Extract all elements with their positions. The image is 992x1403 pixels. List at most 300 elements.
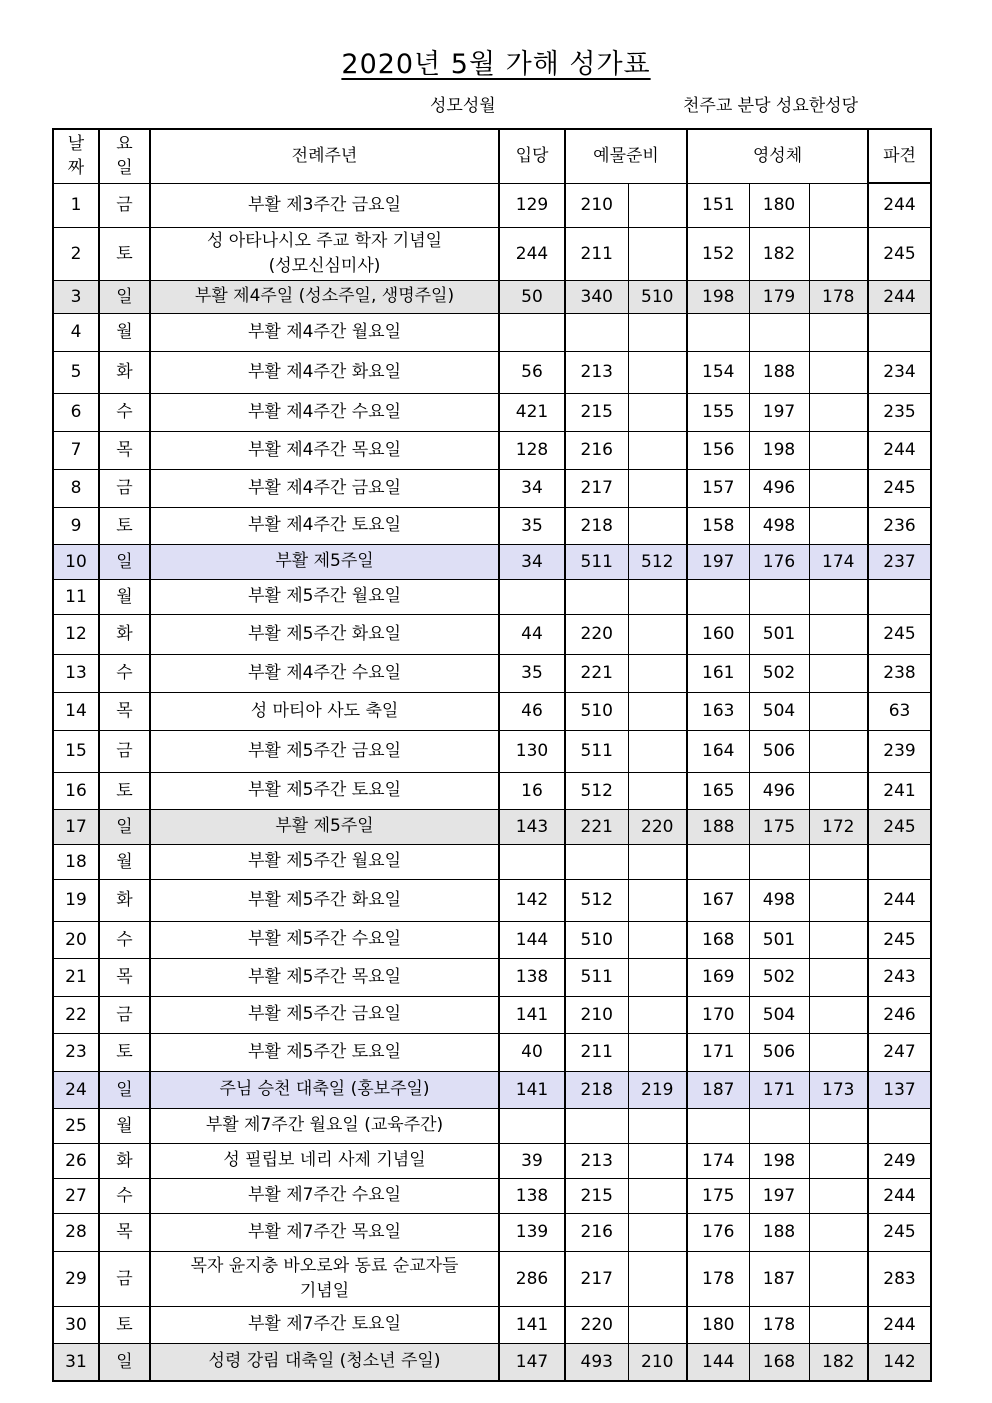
cell-communion-1: 155 xyxy=(687,393,749,431)
cell-weekday: 화 xyxy=(99,351,150,393)
liturgical-name-line1: 부활 제5주일 xyxy=(275,816,374,836)
cell-communion-2: 504 xyxy=(749,692,809,730)
cell-recessional: 244 xyxy=(868,879,931,921)
cell-communion-1: 178 xyxy=(687,1251,749,1306)
cell-communion-1: 165 xyxy=(687,772,749,809)
header-day xyxy=(53,129,99,183)
liturgical-name-line1: 부활 제5주간 화요일 xyxy=(248,623,401,644)
cell-communion-3 xyxy=(809,1213,868,1251)
cell-day: 14 xyxy=(53,692,99,730)
cell-offertory-2 xyxy=(628,1251,687,1306)
table-row xyxy=(53,313,931,351)
cell-offertory-1: 512 xyxy=(565,772,628,809)
cell-communion-3 xyxy=(809,844,868,879)
cell-liturgical-name xyxy=(150,730,499,772)
cell-recessional: 244 xyxy=(868,1306,931,1343)
cell-weekday: 토 xyxy=(99,772,150,809)
cell-entrance: 44 xyxy=(499,614,565,654)
cell-communion-2: 506 xyxy=(749,1033,809,1071)
cell-recessional xyxy=(868,579,931,614)
liturgical-name-line1: 부활 제4주간 목요일 xyxy=(248,439,401,460)
cell-offertory-2 xyxy=(628,958,687,996)
table-row xyxy=(53,1071,931,1108)
cell-communion-1: 144 xyxy=(687,1343,749,1381)
table-row xyxy=(53,544,931,579)
cell-communion-3 xyxy=(809,507,868,544)
cell-communion-3 xyxy=(809,1143,868,1178)
header-weekday-line2: 일 xyxy=(116,158,133,179)
cell-communion-3 xyxy=(809,431,868,469)
cell-liturgical-name xyxy=(150,544,499,579)
cell-day: 18 xyxy=(53,844,99,879)
cell-offertory-1: 213 xyxy=(565,1143,628,1178)
cell-communion-1 xyxy=(687,1108,749,1143)
cell-communion-3 xyxy=(809,183,868,227)
cell-communion-3 xyxy=(809,772,868,809)
cell-communion-2: 176 xyxy=(749,544,809,579)
liturgical-name-line1: 성령 강림 대축일 (청소년 주일) xyxy=(208,1351,441,1372)
cell-entrance: 142 xyxy=(499,879,565,921)
cell-entrance: 129 xyxy=(499,183,565,227)
table-row xyxy=(53,958,931,996)
cell-offertory-1: 216 xyxy=(565,431,628,469)
cell-day: 10 xyxy=(53,544,99,579)
liturgical-name-line1: 부활 제5주간 월요일 xyxy=(248,586,401,606)
cell-offertory-2 xyxy=(628,692,687,730)
cell-communion-3 xyxy=(809,1178,868,1213)
liturgical-name-line1: 부활 제5주간 화요일 xyxy=(248,889,401,910)
cell-day: 12 xyxy=(53,614,99,654)
cell-liturgical-name xyxy=(150,469,499,507)
liturgical-name-line1: 부활 제5주일 xyxy=(275,551,374,571)
hymn-table xyxy=(52,128,932,1382)
cell-entrance: 143 xyxy=(499,809,565,844)
cell-day: 3 xyxy=(53,280,99,313)
header-row xyxy=(53,129,931,183)
cell-communion-3 xyxy=(809,958,868,996)
liturgical-name-line1: 부활 제5주간 토요일 xyxy=(248,780,401,800)
cell-offertory-1: 220 xyxy=(565,614,628,654)
cell-liturgical-name xyxy=(150,507,499,544)
cell-communion-1: 156 xyxy=(687,431,749,469)
cell-communion-2: 496 xyxy=(749,772,809,809)
cell-weekday: 일 xyxy=(99,544,150,579)
table-row xyxy=(53,1033,931,1071)
liturgical-name-line1: 부활 제4주간 토요일 xyxy=(248,515,401,535)
cell-entrance: 34 xyxy=(499,469,565,507)
cell-entrance: 147 xyxy=(499,1343,565,1381)
liturgical-name-line1: 부활 제4주간 금요일 xyxy=(248,477,401,498)
table-row xyxy=(53,1251,931,1306)
cell-communion-2: 502 xyxy=(749,654,809,692)
cell-communion-1: 171 xyxy=(687,1033,749,1071)
cell-liturgical-name xyxy=(150,579,499,614)
cell-recessional: 245 xyxy=(868,469,931,507)
liturgical-name-line1: 성 필립보 네리 사제 기념일 xyxy=(223,1150,426,1170)
liturgical-name-line2: (성모신심미사) xyxy=(268,255,381,276)
liturgical-name-line1: 부활 제4주간 화요일 xyxy=(248,361,401,382)
table-row xyxy=(53,614,931,654)
cell-communion-2 xyxy=(749,1108,809,1143)
cell-communion-3 xyxy=(809,313,868,351)
cell-day: 9 xyxy=(53,507,99,544)
cell-offertory-2 xyxy=(628,183,687,227)
cell-offertory-2 xyxy=(628,614,687,654)
table-row xyxy=(53,921,931,958)
cell-offertory-1: 210 xyxy=(565,183,628,227)
cell-communion-3 xyxy=(809,996,868,1033)
cell-communion-1: 160 xyxy=(687,614,749,654)
cell-communion-1: 164 xyxy=(687,730,749,772)
header-weekday xyxy=(99,129,150,183)
cell-recessional: 244 xyxy=(868,431,931,469)
cell-communion-2: 198 xyxy=(749,431,809,469)
cell-offertory-1: 215 xyxy=(565,1178,628,1213)
table-body xyxy=(53,183,931,1381)
cell-communion-3 xyxy=(809,351,868,393)
cell-day: 7 xyxy=(53,431,99,469)
header-weekday-line1: 요 xyxy=(116,134,133,155)
cell-offertory-1: 218 xyxy=(565,1071,628,1108)
cell-offertory-1: 215 xyxy=(565,393,628,431)
cell-liturgical-name xyxy=(150,1306,499,1343)
liturgical-name-line1: 부활 제5주간 토요일 xyxy=(248,1041,401,1062)
cell-weekday: 금 xyxy=(99,996,150,1033)
cell-offertory-1: 217 xyxy=(565,469,628,507)
cell-offertory-1: 210 xyxy=(565,996,628,1033)
table-row xyxy=(53,469,931,507)
cell-offertory-2: 220 xyxy=(628,809,687,844)
liturgical-name-line1: 부활 제4주간 수요일 xyxy=(248,662,401,683)
cell-offertory-1 xyxy=(565,1108,628,1143)
cell-recessional: 244 xyxy=(868,280,931,313)
table-row xyxy=(53,1213,931,1251)
cell-offertory-1: 221 xyxy=(565,654,628,692)
cell-weekday: 토 xyxy=(99,507,150,544)
liturgical-name-line1: 부활 제4주간 월요일 xyxy=(248,321,401,342)
cell-weekday: 금 xyxy=(99,183,150,227)
cell-communion-3 xyxy=(809,654,868,692)
table-row xyxy=(53,1306,931,1343)
cell-offertory-2 xyxy=(628,351,687,393)
cell-offertory-2 xyxy=(628,654,687,692)
header-offertory: 예물준비 xyxy=(565,129,687,183)
cell-day: 22 xyxy=(53,996,99,1033)
cell-day: 11 xyxy=(53,579,99,614)
cell-entrance: 35 xyxy=(499,654,565,692)
cell-day: 5 xyxy=(53,351,99,393)
cell-entrance: 138 xyxy=(499,958,565,996)
cell-offertory-2 xyxy=(628,227,687,280)
cell-offertory-2 xyxy=(628,579,687,614)
table-row xyxy=(53,579,931,614)
cell-communion-3 xyxy=(809,579,868,614)
cell-weekday: 월 xyxy=(99,844,150,879)
table-row xyxy=(53,1143,931,1178)
cell-offertory-1: 211 xyxy=(565,1033,628,1071)
liturgical-name-line1: 부활 제5주간 금요일 xyxy=(248,740,401,761)
cell-liturgical-name xyxy=(150,1251,499,1306)
cell-communion-1: 170 xyxy=(687,996,749,1033)
cell-weekday: 목 xyxy=(99,1213,150,1251)
liturgical-name-line1: 부활 제7주간 월요일 (교육주간) xyxy=(205,1115,444,1135)
header-day-line1: 날 xyxy=(67,134,85,155)
cell-communion-3: 178 xyxy=(809,280,868,313)
cell-offertory-1: 216 xyxy=(565,1213,628,1251)
cell-liturgical-name xyxy=(150,958,499,996)
table-row xyxy=(53,227,931,280)
cell-day: 13 xyxy=(53,654,99,692)
cell-liturgical-name xyxy=(150,1178,499,1213)
table-row xyxy=(53,507,931,544)
cell-offertory-1 xyxy=(565,844,628,879)
table-row xyxy=(53,280,931,313)
cell-offertory-1: 511 xyxy=(565,730,628,772)
cell-offertory-1 xyxy=(565,579,628,614)
cell-entrance: 50 xyxy=(499,280,565,313)
cell-offertory-2 xyxy=(628,730,687,772)
cell-entrance: 39 xyxy=(499,1143,565,1178)
cell-communion-1: 174 xyxy=(687,1143,749,1178)
cell-day: 19 xyxy=(53,879,99,921)
cell-communion-3: 172 xyxy=(809,809,868,844)
cell-day: 23 xyxy=(53,1033,99,1071)
cell-recessional: 245 xyxy=(868,809,931,844)
table-row xyxy=(53,996,931,1033)
cell-communion-1: 167 xyxy=(687,879,749,921)
cell-communion-2: 502 xyxy=(749,958,809,996)
cell-offertory-2 xyxy=(628,1108,687,1143)
cell-day: 21 xyxy=(53,958,99,996)
cell-entrance xyxy=(499,313,565,351)
cell-communion-1 xyxy=(687,579,749,614)
cell-communion-1: 175 xyxy=(687,1178,749,1213)
cell-liturgical-name xyxy=(150,1213,499,1251)
cell-offertory-2 xyxy=(628,879,687,921)
cell-recessional: 137 xyxy=(868,1071,931,1108)
liturgical-name-line1: 부활 제5주간 목요일 xyxy=(248,966,401,987)
cell-weekday: 수 xyxy=(99,1178,150,1213)
cell-weekday: 금 xyxy=(99,1251,150,1306)
cell-entrance xyxy=(499,844,565,879)
cell-recessional: 246 xyxy=(868,996,931,1033)
cell-offertory-2 xyxy=(628,1033,687,1071)
cell-communion-2: 504 xyxy=(749,996,809,1033)
cell-liturgical-name xyxy=(150,844,499,879)
table-row xyxy=(53,844,931,879)
cell-weekday: 금 xyxy=(99,730,150,772)
cell-weekday: 일 xyxy=(99,809,150,844)
cell-offertory-2 xyxy=(628,469,687,507)
cell-offertory-1: 511 xyxy=(565,544,628,579)
table-row xyxy=(53,654,931,692)
cell-communion-3: 174 xyxy=(809,544,868,579)
cell-day: 8 xyxy=(53,469,99,507)
cell-communion-1: 198 xyxy=(687,280,749,313)
cell-entrance: 35 xyxy=(499,507,565,544)
cell-offertory-1: 218 xyxy=(565,507,628,544)
cell-communion-2: 498 xyxy=(749,507,809,544)
cell-offertory-2 xyxy=(628,393,687,431)
table-row xyxy=(53,183,931,227)
cell-offertory-1: 512 xyxy=(565,879,628,921)
cell-weekday: 토 xyxy=(99,227,150,280)
liturgical-name-line1: 부활 제7주간 토요일 xyxy=(248,1314,401,1334)
liturgical-name-line1: 성 아타나시오 주교 학자 기념일 xyxy=(206,230,443,251)
cell-entrance xyxy=(499,1108,565,1143)
cell-weekday: 수 xyxy=(99,654,150,692)
cell-offertory-2 xyxy=(628,921,687,958)
cell-communion-3 xyxy=(809,1306,868,1343)
cell-recessional: 234 xyxy=(868,351,931,393)
cell-offertory-2 xyxy=(628,313,687,351)
cell-offertory-1: 511 xyxy=(565,958,628,996)
cell-recessional: 245 xyxy=(868,614,931,654)
page-title xyxy=(0,42,992,81)
cell-liturgical-name xyxy=(150,879,499,921)
cell-communion-2: 501 xyxy=(749,921,809,958)
cell-communion-3 xyxy=(809,1108,868,1143)
cell-entrance: 421 xyxy=(499,393,565,431)
cell-recessional xyxy=(868,1108,931,1143)
cell-communion-2: 178 xyxy=(749,1306,809,1343)
cell-liturgical-name xyxy=(150,313,499,351)
liturgical-name-line1: 부활 제3주간 금요일 xyxy=(248,194,401,215)
cell-communion-2: 501 xyxy=(749,614,809,654)
liturgical-name-line1: 부활 제7주간 수요일 xyxy=(248,1185,401,1205)
cell-weekday: 화 xyxy=(99,614,150,654)
cell-communion-1: 197 xyxy=(687,544,749,579)
cell-weekday: 일 xyxy=(99,1343,150,1381)
cell-recessional: 241 xyxy=(868,772,931,809)
cell-communion-2 xyxy=(749,313,809,351)
header-day-line2: 짜 xyxy=(67,158,85,179)
cell-offertory-2 xyxy=(628,772,687,809)
cell-entrance: 56 xyxy=(499,351,565,393)
cell-liturgical-name xyxy=(150,1143,499,1178)
subtitle-parish: 천주교 분당 성요한성당 xyxy=(683,96,859,116)
cell-communion-3 xyxy=(809,1033,868,1071)
cell-communion-3 xyxy=(809,227,868,280)
cell-day: 30 xyxy=(53,1306,99,1343)
header-liturgical-name: 전례주년 xyxy=(150,129,499,183)
cell-offertory-2 xyxy=(628,844,687,879)
cell-communion-2: 198 xyxy=(749,1143,809,1178)
cell-communion-2: 168 xyxy=(749,1343,809,1381)
cell-day: 24 xyxy=(53,1071,99,1108)
cell-recessional: 63 xyxy=(868,692,931,730)
liturgical-name-line1: 부활 제4주일 (성소주일, 생명주일) xyxy=(194,286,455,306)
cell-communion-1: 154 xyxy=(687,351,749,393)
cell-recessional: 238 xyxy=(868,654,931,692)
header-recessional: 파견 xyxy=(868,129,931,183)
table-row xyxy=(53,1343,931,1381)
cell-liturgical-name xyxy=(150,1033,499,1071)
cell-recessional: 244 xyxy=(868,1178,931,1213)
cell-liturgical-name xyxy=(150,431,499,469)
cell-communion-2: 182 xyxy=(749,227,809,280)
cell-entrance: 128 xyxy=(499,431,565,469)
cell-offertory-2 xyxy=(628,431,687,469)
cell-day: 17 xyxy=(53,809,99,844)
cell-offertory-2: 210 xyxy=(628,1343,687,1381)
cell-day: 26 xyxy=(53,1143,99,1178)
cell-recessional: 245 xyxy=(868,921,931,958)
cell-communion-1 xyxy=(687,844,749,879)
cell-liturgical-name xyxy=(150,692,499,730)
cell-communion-1: 161 xyxy=(687,654,749,692)
cell-liturgical-name xyxy=(150,654,499,692)
cell-weekday: 일 xyxy=(99,280,150,313)
cell-offertory-2 xyxy=(628,1306,687,1343)
cell-communion-2: 197 xyxy=(749,393,809,431)
liturgical-name-line1: 부활 제5주간 수요일 xyxy=(248,929,401,949)
cell-communion-3 xyxy=(809,1251,868,1306)
cell-liturgical-name xyxy=(150,1343,499,1381)
cell-weekday: 금 xyxy=(99,469,150,507)
cell-offertory-1: 213 xyxy=(565,351,628,393)
cell-communion-2 xyxy=(749,844,809,879)
cell-liturgical-name xyxy=(150,280,499,313)
cell-communion-2: 171 xyxy=(749,1071,809,1108)
cell-offertory-1: 510 xyxy=(565,921,628,958)
cell-liturgical-name xyxy=(150,1071,499,1108)
cell-offertory-2 xyxy=(628,1178,687,1213)
cell-day: 1 xyxy=(53,183,99,227)
cell-day: 6 xyxy=(53,393,99,431)
cell-communion-1: 152 xyxy=(687,227,749,280)
table-row xyxy=(53,730,931,772)
cell-day: 31 xyxy=(53,1343,99,1381)
cell-communion-1: 158 xyxy=(687,507,749,544)
cell-recessional: 245 xyxy=(868,227,931,280)
cell-liturgical-name xyxy=(150,183,499,227)
cell-communion-3 xyxy=(809,879,868,921)
cell-entrance: 244 xyxy=(499,227,565,280)
cell-communion-3 xyxy=(809,614,868,654)
table-row xyxy=(53,879,931,921)
cell-entrance: 16 xyxy=(499,772,565,809)
cell-offertory-2 xyxy=(628,507,687,544)
cell-recessional: 239 xyxy=(868,730,931,772)
cell-communion-2: 498 xyxy=(749,879,809,921)
cell-offertory-2 xyxy=(628,1143,687,1178)
cell-weekday: 월 xyxy=(99,1108,150,1143)
cell-communion-3 xyxy=(809,730,868,772)
liturgical-name-line1: 성 마티아 사도 축일 xyxy=(250,700,399,721)
cell-liturgical-name xyxy=(150,772,499,809)
cell-communion-1: 151 xyxy=(687,183,749,227)
cell-recessional: 283 xyxy=(868,1251,931,1306)
cell-offertory-2: 219 xyxy=(628,1071,687,1108)
cell-communion-2: 175 xyxy=(749,809,809,844)
cell-day: 2 xyxy=(53,227,99,280)
cell-communion-3 xyxy=(809,393,868,431)
cell-weekday: 목 xyxy=(99,958,150,996)
cell-offertory-1: 493 xyxy=(565,1343,628,1381)
liturgical-name-line1: 목자 윤지충 바오로와 동료 순교자들 xyxy=(190,1255,459,1276)
cell-recessional: 142 xyxy=(868,1343,931,1381)
page-title-text: 2020년 5월 가해 성가표 xyxy=(341,49,651,80)
cell-offertory-2: 510 xyxy=(628,280,687,313)
liturgical-name-line2: 기념일 xyxy=(299,1280,350,1301)
cell-entrance: 286 xyxy=(499,1251,565,1306)
cell-communion-3 xyxy=(809,921,868,958)
cell-recessional: 245 xyxy=(868,1213,931,1251)
cell-communion-1: 168 xyxy=(687,921,749,958)
cell-weekday: 목 xyxy=(99,692,150,730)
cell-communion-2: 180 xyxy=(749,183,809,227)
